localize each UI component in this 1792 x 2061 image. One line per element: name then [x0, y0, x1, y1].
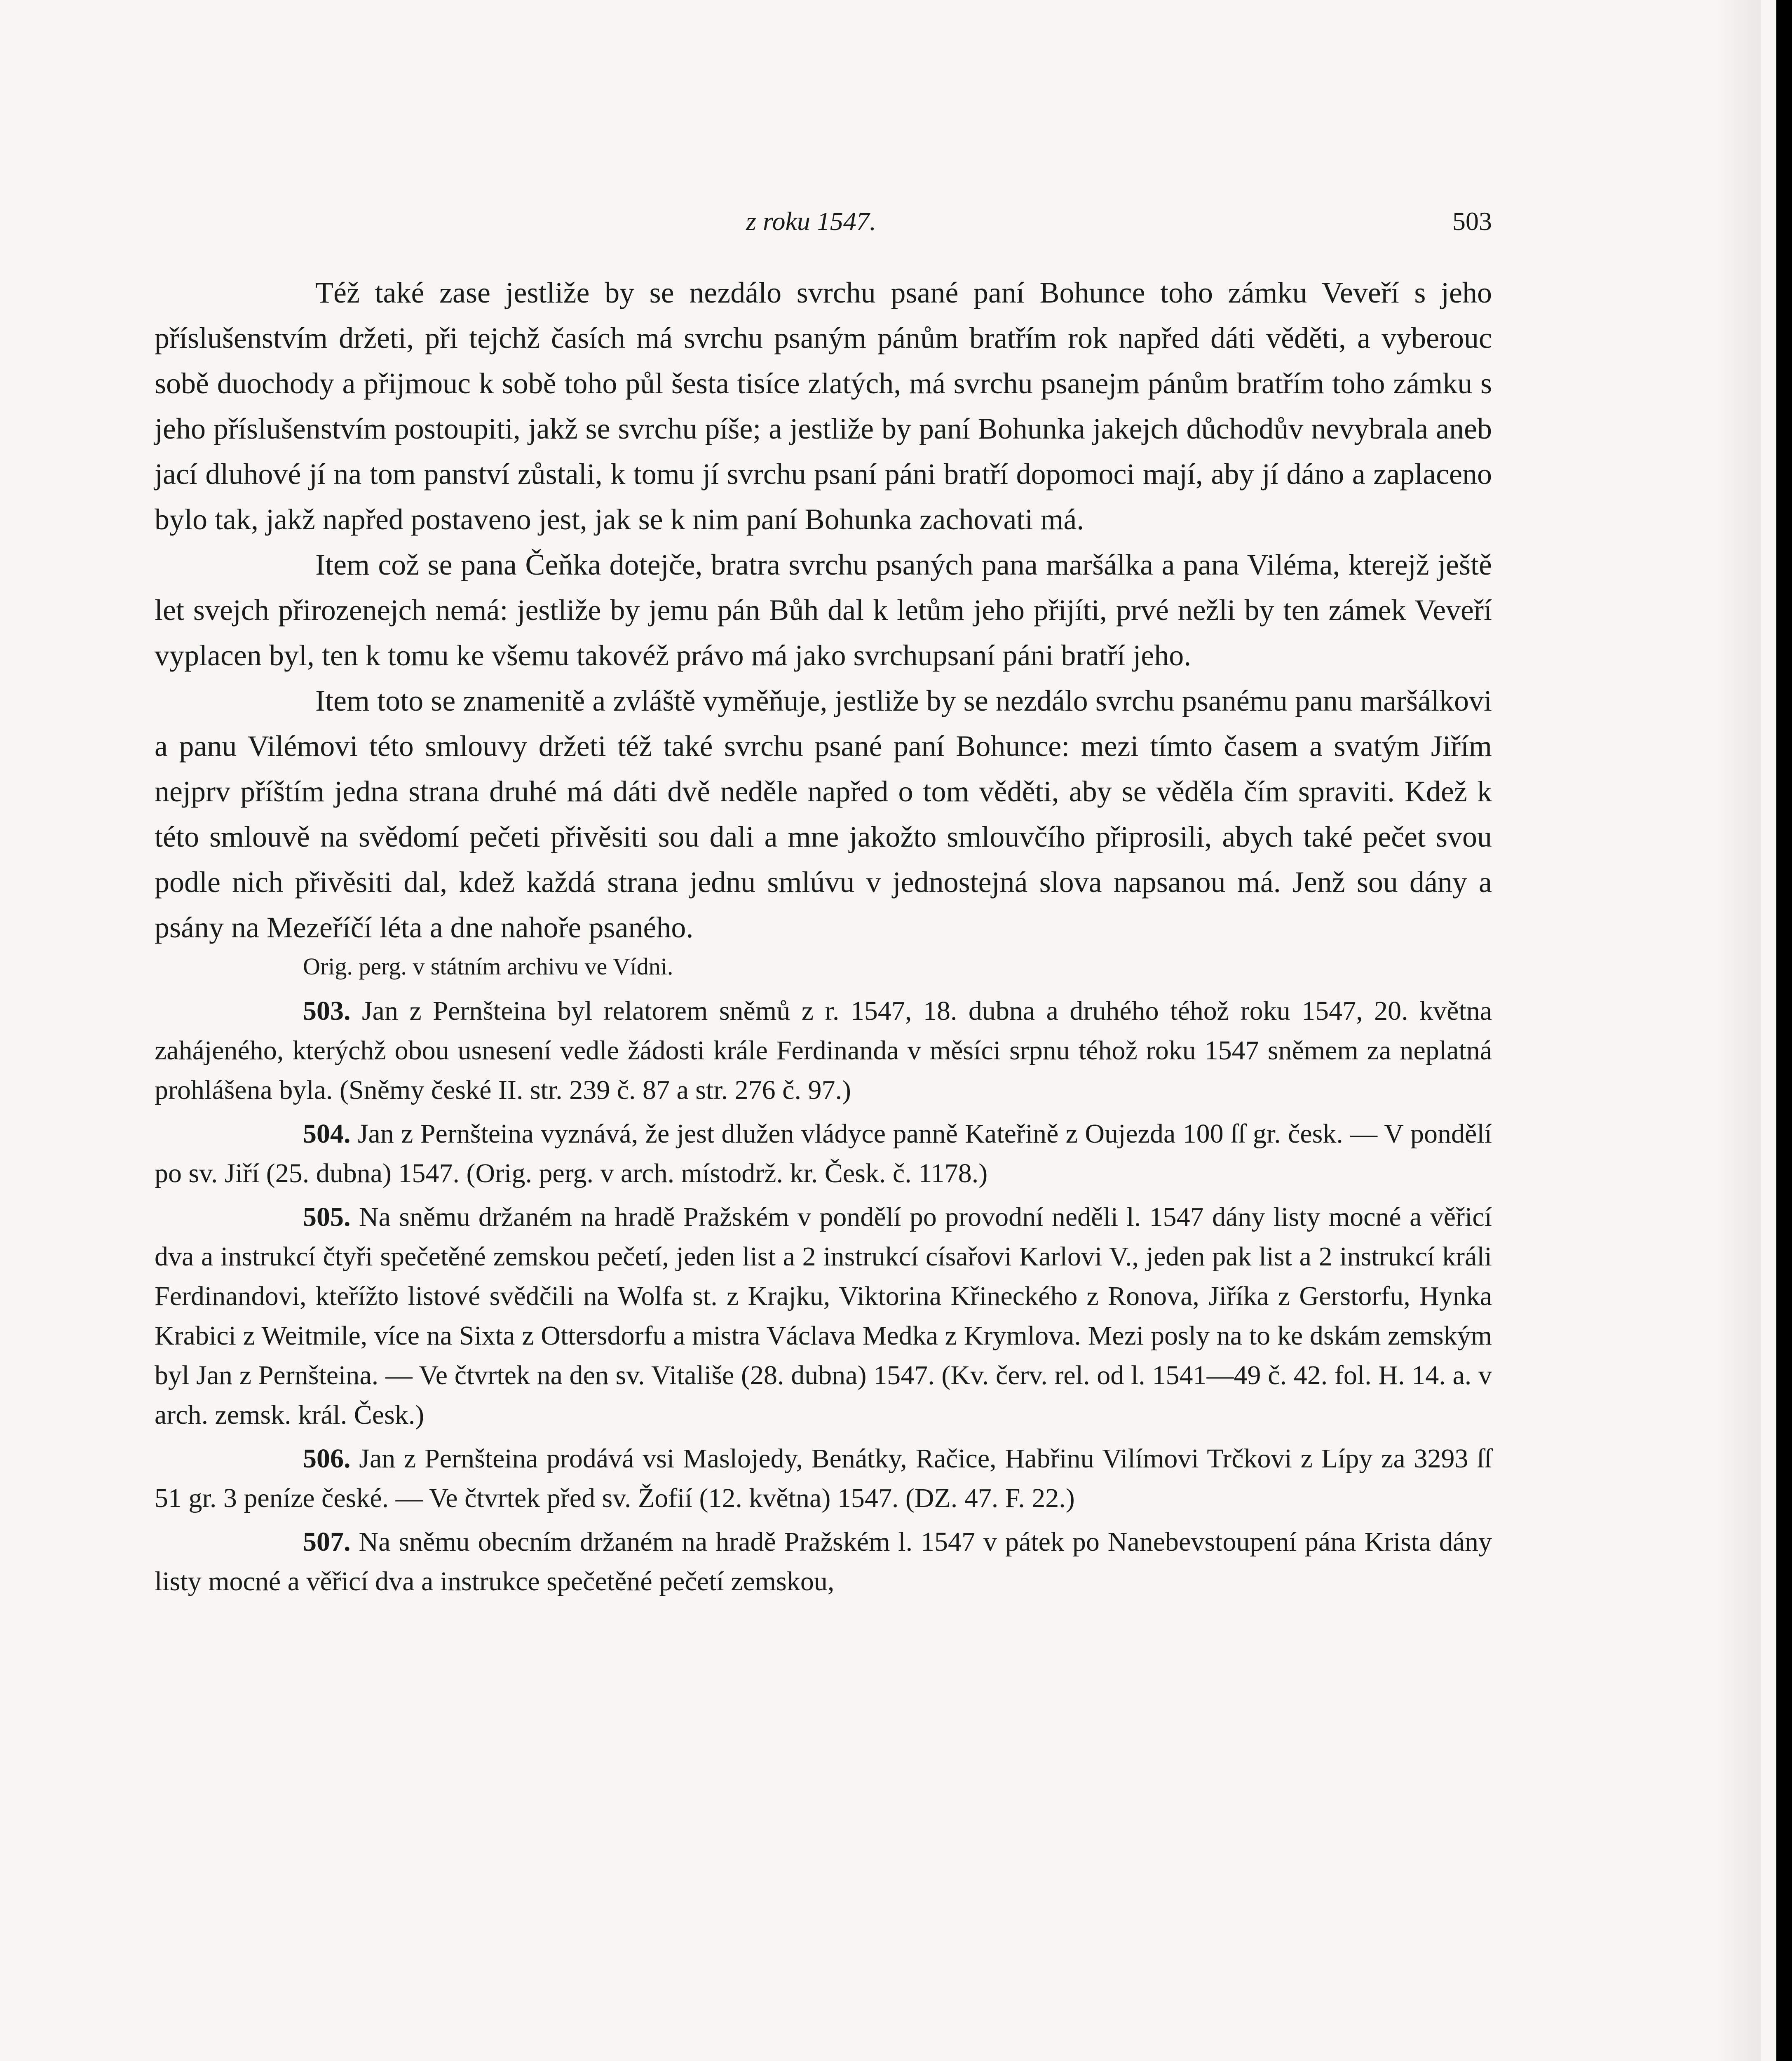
body-paragraph: Item toto se znamenitě a zvláště vyměňuje, jestliže by se nezdálo svrchu psanému panu maršálkovi a panu Vilémovi této smlouvy držeti též také svrchu psané paní Bohunce: mezi tímto časem a svatým Jiřím nejprv příštím jedna strana druhé má dáti dvě neděle napřed o tom věděti, aby se věděla čím spraviti. Kdež k této smlouvě na svědomí pečeti přivěsiti sou dali a mne jakožto smlouvčího připrosili, abych také pečet svou podle nich přivěsiti dal, kdež každá strana jednu smlúvu v jednostejná slova napsanou má. Jenž sou dány a psány na Mezeříčí léta a dne nahoře psaného.: [155, 684, 1492, 944]
source-note: Orig. perg. v státním archivu ve Vídni.: [303, 953, 673, 980]
entry-text: Jan z Pernšteina byl relatorem sněmů z r. 1547, 18. dubna a druhého téhož roku 1547, 20. května zahájeného, kterýchž obou usnesení vedle žádosti krále Ferdinanda v měsíci srpnu téhož roku 1547 sněmem za neplatná prohlášena byla. (Sněmy české II. str. 239 č. 87 a str. 276 č. 97.): [155, 996, 1492, 1105]
running-title: z roku 1547.: [746, 207, 876, 236]
entry-number: 506.: [303, 1444, 351, 1474]
page-edge-shadow: [1715, 0, 1761, 2061]
entry-506: [155, 1439, 1492, 1518]
entry-text: Na sněmu držaném na hradě Pražském v pondělí po provodní neděli l. 1547 dány listy mocné a věřicí dva a instrukcí čtyři spečetěné zemskou pečetí, jeden list a 2 instrukcí císařovi Karlovi V., jeden pak list a 2 instrukcí králi Ferdinandovi, kteřížto listové svědčili na Wolfa st. z Krajku, Viktorina Křineckého z Ronova, Jiříka z Gerstorfu, Hynka Krabici z Weitmile, více na Sixta z Ottersdorfu a mistra Václava Medka z Krymlova. Mezi posly na to ke dskám zemským byl Jan z Pernšteina. — Ve čtvrtek na den sv. Vitališe (28. dubna) 1547. (Kv. červ. rel. od l. 1541—49 č. 42. fol. H. 14. a. v arch. zemsk. král. Česk.): [155, 1202, 1492, 1430]
entry-505: [155, 1197, 1492, 1435]
page-header: [231, 194, 1492, 243]
entry-text: Jan z Pernšteina prodává vsi Maslojedy, Benátky, Račice, Habřinu Vilímovi Trčkovi z Lípy za 3293 ſſ 51 gr. 3 peníze české. — Ve čtvrtek před sv. Žofií (12. května) 1547. (DZ. 47. F. 22.): [155, 1444, 1492, 1513]
entry-504: [155, 1114, 1492, 1193]
entry-503: [155, 991, 1492, 1110]
entry-text: Na sněmu obecním držaném na hradě Pražském l. 1547 v pátek po Nanebevstoupení pána Krista dány listy mocné a věřicí dva a instrukce spečetěné pečetí zemskou,: [155, 1527, 1492, 1596]
entry-number: 505.: [303, 1202, 351, 1232]
page-content: [155, 270, 1492, 1606]
page-number: 503: [1452, 207, 1492, 236]
entry-507: [155, 1522, 1492, 1601]
entry-number: 507.: [303, 1527, 351, 1557]
entry-number: 503.: [303, 996, 351, 1026]
body-paragraph: Item což se pana Čeňka dotejče, bratra svrchu psaných pana maršálka a pana Viléma, kterejž ještě let svejch přirozenejch nemá: jestliže by jemu pán Bůh dal k letům jeho přijíti, prvé nežli by ten zámek Veveří vyplacen byl, ten k tomu ke všemu takovéž právo má jako svrchupsaní páni bratří jeho.: [155, 548, 1492, 672]
entry-number: 504.: [303, 1119, 351, 1149]
entry-text: Jan z Pernšteina vyznává, že jest dlužen vládyce panně Kateřině z Oujezda 100 ſſ gr. česk. — V pondělí po sv. Jiří (25. dubna) 1547. (Orig. perg. v arch. místodrž. kr. Česk. č. 1178.): [155, 1119, 1492, 1188]
body-paragraph: Též také zase jestliže by se nezdálo svrchu psané paní Bohunce toho zámku Veveří s jeho příslušenstvím držeti, při tejchž časích má svrchu psaným pánům bratřím rok napřed dáti věděti, a vyberouc sobě duochody a přijmouc k sobě toho půl šesta tisíce zlatých, má svrchu psanejm pánům bratřím toho zámku s jeho příslušenstvím postoupiti, jakž se svrchu píše; a jestliže by paní Bohunka jakejch důchodův nevybrala aneb jací dluhové jí na tom panství zůstali, k tomu jí svrchu psaní páni bratří dopomoci mají, aby jí dáno a zaplaceno bylo tak, jakž napřed postaveno jest, jak se k nim paní Bohunka zachovati má.: [155, 276, 1492, 536]
